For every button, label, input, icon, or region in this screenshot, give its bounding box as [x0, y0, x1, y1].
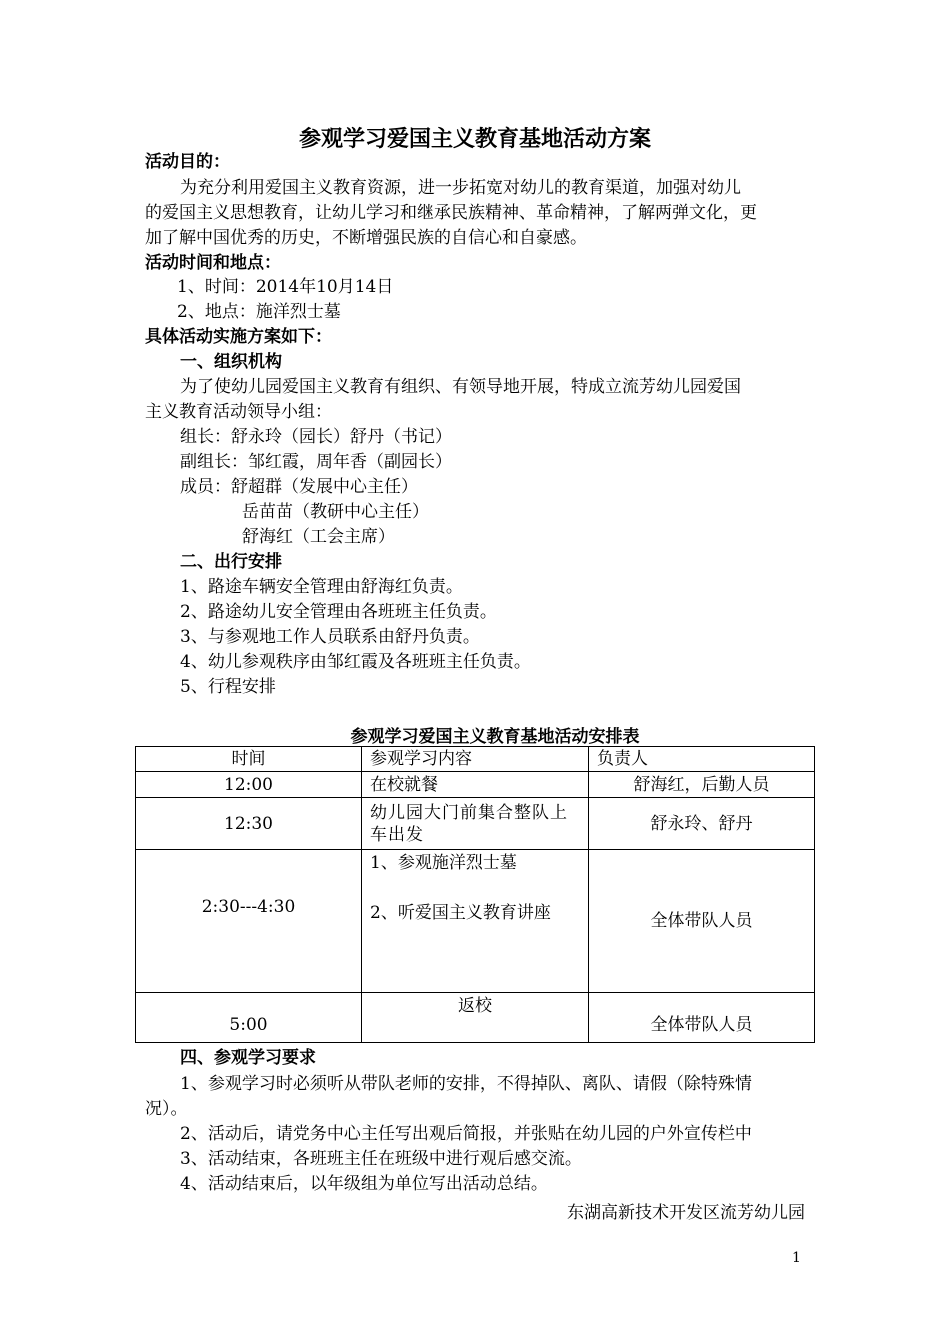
row-time: 5:00	[136, 993, 362, 1043]
header-time: 时间	[136, 747, 362, 772]
org-member: 成员：舒超群（发展中心主任）	[180, 477, 418, 497]
schedule-title: 参观学习爱国主义教育基地活动安排表	[350, 727, 640, 747]
row-person: 舒永玲、舒丹	[589, 798, 815, 850]
travel-item: 2、路途幼儿安全管理由各班班主任负责。	[180, 602, 497, 622]
row-time: 12:00	[136, 772, 362, 798]
purpose-line: 为充分利用爱国主义教育资源，进一步拓宽对幼儿的教育渠道，加强对幼儿	[180, 178, 741, 198]
table-row	[136, 772, 815, 798]
travel-item: 4、幼儿参观秩序由邹红霞及各班班主任负责。	[180, 652, 531, 672]
travel-item: 3、与参观地工作人员联系由舒丹负责。	[180, 627, 480, 647]
row-person: 全体带队人员	[589, 850, 815, 993]
plan-heading: 具体活动实施方案如下：	[145, 327, 332, 347]
document-title: 参观学习爱国主义教育基地活动方案	[298, 127, 651, 152]
purpose-line: 加了解中国优秀的历史，不断增强民族的自信心和自豪感。	[145, 228, 587, 248]
activity-place: 2、地点：施洋烈士墓	[177, 302, 341, 322]
activity-time: 1、时间：2014年10月14日	[177, 277, 394, 297]
header-person: 负责人	[589, 747, 815, 772]
row-time-text: 2:30---4:30	[201, 897, 296, 917]
schedule-table	[135, 746, 815, 1043]
table-row	[136, 798, 815, 850]
requirement-item: 1、参观学习时必须听从带队老师的安排，不得掉队、离队、请假（除特殊情	[180, 1074, 752, 1094]
org-line: 主义教育活动领导小组：	[145, 402, 332, 422]
time-place-heading: 活动时间和地点：	[145, 253, 281, 273]
table-row	[136, 850, 815, 993]
row-time: 12:30	[136, 798, 362, 850]
row-person: 舒海红，后勤人员	[589, 772, 815, 798]
org-line: 为了使幼儿园爱国主义教育有组织、有领导地开展，特成立流芳幼儿园爱国	[180, 377, 741, 397]
org-member: 岳苗苗（教研中心主任）	[242, 502, 429, 522]
row-time	[136, 850, 362, 993]
requirements-heading: 四、参观学习要求	[180, 1048, 316, 1068]
travel-item: 1、路途车辆安全管理由舒海红负责。	[180, 577, 463, 597]
row-content-item: 2、听爱国主义教育讲座	[370, 903, 551, 923]
requirement-item: 况）。	[145, 1099, 188, 1119]
org-vice-leader: 副组长：邹红霞，周年香（副园长）	[180, 452, 452, 472]
page-number: 1	[792, 1250, 801, 1266]
row-content-item: 1、参观施洋烈士墓	[370, 853, 517, 873]
table-row	[136, 993, 815, 1043]
requirement-item: 2、活动后，请党务中心主任写出观后简报，并张贴在幼儿园的户外宣传栏中	[180, 1124, 752, 1144]
row-person: 全体带队人员	[589, 993, 815, 1043]
org-leader: 组长：舒永玲（园长）舒丹（书记）	[180, 427, 452, 447]
table-header-row	[136, 747, 815, 772]
row-content	[362, 850, 589, 993]
requirement-item: 3、活动结束，各班班主任在班级中进行观后感交流。	[180, 1149, 582, 1169]
row-content: 在校就餐	[362, 772, 589, 798]
travel-heading: 二、出行安排	[180, 552, 282, 572]
purpose-line: 的爱国主义思想教育，让幼儿学习和继承民族精神、革命精神，了解两弹文化，更	[145, 203, 757, 223]
row-content: 返校	[362, 993, 589, 1043]
requirement-item: 4、活动结束后，以年级组为单位写出活动总结。	[180, 1174, 548, 1194]
org-heading: 一、组织机构	[180, 352, 282, 372]
header-content: 参观学习内容	[362, 747, 589, 772]
signature: 东湖高新技术开发区流芳幼儿园	[567, 1203, 805, 1223]
travel-item: 5、行程安排	[180, 677, 276, 697]
org-member: 舒海红（工会主席）	[242, 527, 395, 547]
purpose-heading: 活动目的：	[145, 152, 230, 172]
row-content: 幼儿园大门前集合整队上车出发	[362, 798, 589, 850]
